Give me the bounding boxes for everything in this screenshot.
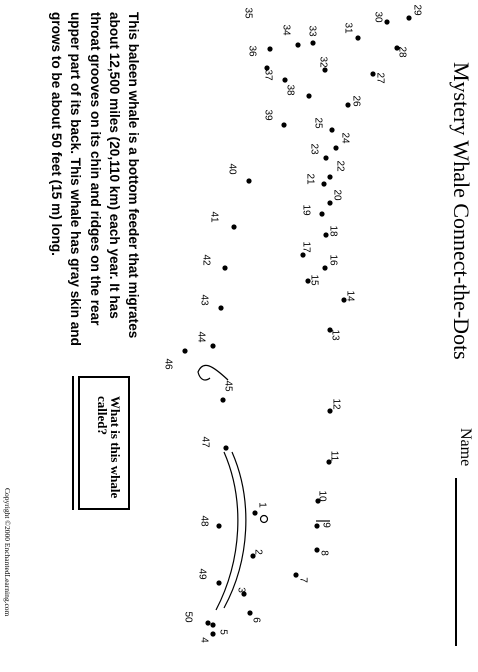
dot-number: 26	[350, 95, 362, 107]
dot-marker	[384, 19, 389, 24]
dot-8	[314, 547, 329, 556]
dot-marker	[295, 42, 300, 47]
dot-number: 46	[162, 358, 174, 370]
dot-14	[341, 290, 355, 302]
dot-number: 13	[329, 329, 341, 341]
dot-number: 17	[300, 241, 312, 253]
dot-number: 14	[344, 290, 356, 302]
dot-number: 41	[208, 211, 220, 223]
dot-number: 49	[196, 568, 208, 580]
dot-25	[312, 117, 334, 132]
dot-marker	[281, 122, 286, 127]
dot-23	[308, 143, 328, 160]
dot-2	[250, 549, 263, 558]
dot-marker	[322, 265, 327, 270]
dot-marker	[267, 46, 272, 51]
dot-number: 35	[242, 7, 254, 19]
dot-28	[394, 45, 407, 58]
dot-marker	[406, 15, 411, 20]
dot-number: 18	[327, 225, 339, 237]
dot-number: 50	[182, 611, 194, 623]
dot-number: 7	[297, 577, 309, 583]
dot-marker	[314, 523, 319, 528]
dot-43	[198, 294, 223, 310]
dot-number: 19	[300, 204, 312, 216]
dot-number: 34	[280, 24, 292, 36]
dot-13	[327, 327, 340, 341]
dot-number: 32	[317, 56, 329, 68]
dot-11	[326, 451, 339, 465]
dot-number: 29	[411, 4, 423, 16]
dot-24	[333, 132, 350, 150]
dot-marker	[333, 145, 338, 150]
dot-number: 31	[342, 22, 354, 34]
dot-15	[305, 274, 319, 286]
dot-number: 27	[374, 72, 386, 84]
dot-number: 43	[198, 294, 210, 306]
page-title: Mystery Whale Connect-the-Dots	[449, 62, 474, 360]
dot-10	[315, 490, 327, 503]
dot-45	[220, 380, 233, 402]
dot-48	[198, 515, 221, 528]
dot-1	[252, 502, 267, 515]
dot-21	[304, 173, 326, 186]
dot-marker	[223, 445, 228, 450]
dot-number: 3	[235, 587, 247, 593]
dot-26	[345, 95, 361, 107]
dot-50	[182, 611, 210, 625]
dot-7	[293, 572, 308, 583]
dot-number: 20	[331, 189, 343, 201]
copyright-text: Copyright ©2000 EnchantedLearning.com	[3, 488, 12, 617]
dot-marker	[182, 348, 187, 353]
dot-number: 38	[284, 84, 296, 96]
dot-marker	[310, 40, 315, 45]
dot-number: 30	[372, 11, 384, 23]
dot-marker	[252, 510, 257, 515]
dot-42	[200, 254, 227, 270]
dot-33	[306, 25, 317, 45]
dot-number: 6	[250, 617, 262, 623]
dot-marker	[216, 580, 221, 585]
dot-22	[327, 160, 345, 179]
dot-49	[196, 568, 221, 585]
dot-marker	[246, 178, 251, 183]
eye-mark	[261, 516, 268, 523]
dot-number: 37	[262, 69, 274, 81]
whale-description: This baleen whale is a bottom feeder that migrates about 12,500 miles (20,110 km) each year. It has throat grooves on its chin and ridges on the rear upper part of its back. This whale has gray skin and grows to be about 50 feet (15 m) long.	[49, 12, 141, 346]
dot-marker	[218, 305, 223, 310]
dot-20	[327, 189, 342, 205]
dot-40	[226, 163, 251, 183]
dot-marker	[321, 181, 326, 186]
dot-marker	[205, 620, 210, 625]
question-text: What is this whale called?	[95, 396, 123, 499]
dot-number: 45	[222, 380, 234, 392]
dot-number: 22	[334, 160, 346, 172]
dot-number: 36	[246, 45, 258, 57]
dot-number: 2	[252, 549, 264, 555]
dot-27	[370, 71, 385, 84]
dot-38	[284, 84, 311, 98]
dot-marker	[355, 35, 360, 40]
dot-number: 4	[198, 637, 210, 643]
dot-32	[317, 56, 328, 72]
dot-number: 9	[320, 522, 332, 528]
dot-marker	[345, 102, 350, 107]
pre-drawn-lines	[198, 365, 330, 610]
dot-number: 48	[198, 515, 210, 527]
dot-39	[262, 109, 286, 127]
dot-marker	[210, 622, 215, 627]
dot-marker	[216, 523, 221, 528]
dot-number: 12	[330, 398, 342, 410]
dot-6	[247, 610, 261, 623]
dot-marker	[329, 127, 334, 132]
dot-marker	[319, 211, 324, 216]
dot-41	[208, 211, 236, 229]
dot-marker	[327, 174, 332, 179]
dot-46	[162, 348, 187, 370]
dot-marker	[220, 397, 225, 402]
dot-30	[372, 11, 389, 24]
dot-marker	[231, 224, 236, 229]
dot-number: 10	[316, 490, 328, 502]
dot-marker	[300, 252, 305, 257]
dot-44	[195, 331, 215, 348]
dot-19	[300, 204, 324, 216]
dot-marker	[210, 343, 215, 348]
dot-marker	[222, 265, 227, 270]
dot-marker	[282, 77, 287, 82]
dot-number: 11	[328, 450, 340, 462]
dot-marker	[247, 610, 252, 615]
dot-number: 44	[195, 331, 207, 343]
dot-number: 25	[312, 117, 324, 129]
dot-number: 42	[200, 254, 212, 266]
dot-number: 15	[308, 274, 320, 286]
dot-marker	[327, 200, 332, 205]
dot-marker	[306, 93, 311, 98]
dot-number: 24	[339, 132, 351, 144]
dot-number: 28	[396, 46, 408, 58]
dot-number: 39	[262, 109, 274, 121]
dot-number: 40	[226, 163, 238, 175]
dot-number: 1	[256, 502, 268, 508]
dot-3	[235, 587, 246, 596]
flipper-line	[198, 365, 228, 380]
dot-29	[406, 4, 422, 20]
dot-12	[327, 398, 341, 413]
dot-marker	[322, 67, 327, 72]
dot-number: 47	[199, 436, 211, 448]
dot-18	[323, 225, 338, 237]
dot-marker	[323, 155, 328, 160]
dot-marker	[210, 631, 215, 636]
dot-number: 8	[318, 550, 330, 556]
dot-9	[314, 522, 331, 528]
dot-34	[280, 24, 300, 47]
dot-16	[322, 254, 338, 270]
dot-number: 33	[306, 25, 318, 37]
dot-number: 23	[308, 143, 320, 155]
dot-36	[246, 45, 269, 70]
name-label: Name	[457, 428, 474, 467]
dot-17	[300, 241, 311, 257]
dot-4	[198, 631, 215, 643]
dot-number: 5	[217, 629, 229, 635]
dot-31	[342, 22, 360, 40]
dot-number: 21	[304, 173, 316, 185]
dot-47	[199, 436, 228, 450]
dot-37	[262, 69, 287, 82]
dot-number: 16	[327, 254, 339, 266]
